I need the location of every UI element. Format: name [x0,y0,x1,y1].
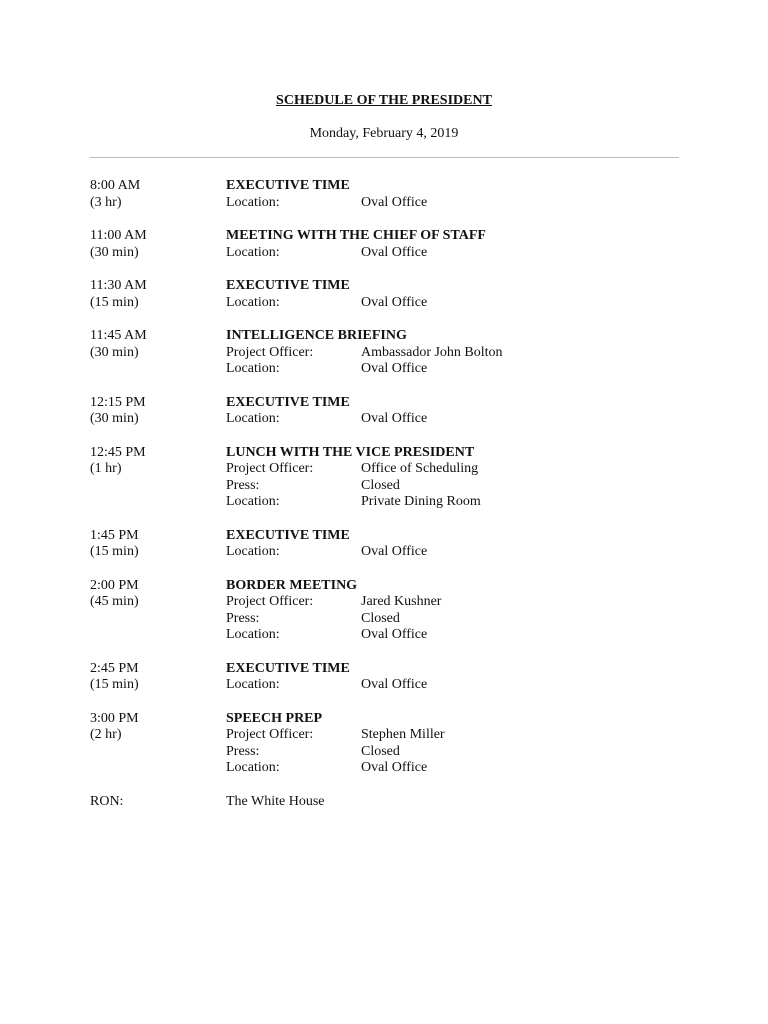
ron-label: RON: [90,793,124,809]
detail-value: Oval Office [361,361,428,376]
entry-detail-block [226,711,690,777]
entry-detail-row [226,195,690,212]
entry-detail-row [226,727,690,744]
entry-title: EXECUTIVE TIME [226,660,350,676]
entry-detail-block [226,445,690,511]
entry-detail-row [226,494,690,511]
entry-title: BORDER MEETING [226,577,358,593]
entry-detail-row [226,461,690,478]
entry-detail-block [226,578,690,644]
detail-label: Press: [226,610,260,626]
detail-label: Location: [226,361,280,376]
detail-label: Project Officer: [226,727,314,742]
entry-detail-row [226,245,690,262]
schedule-entries [90,178,690,777]
schedule-entry [90,278,690,311]
entry-time: 2:45 PM [90,660,139,676]
entry-title: INTELLIGENCE BRIEFING [226,328,407,343]
entry-time: 11:45 AM [90,328,147,343]
detail-label: Press: [226,477,260,493]
detail-value: Oval Office [361,627,428,642]
entry-time-block [90,328,226,378]
entry-detail-row [226,544,690,561]
detail-value: Oval Office [361,194,428,210]
detail-value: Oval Office [361,244,428,260]
entry-detail-block [226,178,690,211]
entry-time-block [90,578,226,644]
detail-value: Ambassador John Bolton [361,344,503,360]
detail-label: Location: [226,194,280,210]
schedule-entry [90,228,690,261]
detail-value: Jared Kushner [361,594,442,609]
entry-time: 11:00 AM [90,228,147,243]
schedule-entry [90,395,690,428]
detail-value: Closed [361,743,400,759]
entry-detail-block [226,278,690,311]
detail-value: Oval Office [361,411,428,426]
schedule-entry [90,328,690,378]
entry-title: LUNCH WITH THE VICE PRESIDENT [226,444,475,460]
entry-time-block [90,445,226,511]
entry-time-block [90,178,226,211]
schedule-entry [90,578,690,644]
detail-value: Closed [361,610,400,626]
entry-time: 8:00 AM [90,178,141,193]
entry-detail-block [226,661,690,694]
detail-label: Project Officer: [226,344,314,360]
detail-value: Oval Office [361,294,428,310]
entry-duration: (15 min) [90,677,139,692]
entry-duration: (45 min) [90,594,139,609]
detail-value: Oval Office [361,677,428,692]
entry-detail-block [226,395,690,428]
schedule-list [90,178,690,810]
detail-label: Location: [226,677,280,692]
entry-time-block [90,711,226,777]
entry-duration: (30 min) [90,244,139,260]
entry-time-block [90,661,226,694]
detail-label: Location: [226,411,280,426]
entry-title: EXECUTIVE TIME [226,278,350,293]
entry-detail-row [226,744,690,761]
entry-time: 12:45 PM [90,444,146,460]
detail-label: Location: [226,244,280,260]
entry-detail-row [226,411,690,428]
entry-detail-block [226,228,690,261]
entry-title: EXECUTIVE TIME [226,527,350,543]
detail-value: Closed [361,477,400,493]
detail-label: Project Officer: [226,461,314,476]
entry-detail-block [226,328,690,378]
entry-time: 11:30 AM [90,278,147,293]
detail-label: Location: [226,294,280,310]
document-title: SCHEDULE OF THE PRESIDENT [276,93,492,108]
entry-time: 2:00 PM [90,577,139,593]
entry-title: EXECUTIVE TIME [226,178,350,193]
entry-duration: (30 min) [90,344,139,360]
entry-detail-row [226,295,690,312]
detail-value: Oval Office [361,544,428,559]
detail-label: Location: [226,760,280,775]
entry-duration: (3 hr) [90,194,122,210]
schedule-entry [90,528,690,561]
entry-title: SPEECH PREP [226,710,323,726]
entry-detail-row [226,478,690,495]
entry-time: 3:00 PM [90,710,139,726]
entry-time-block [90,278,226,311]
entry-title: EXECUTIVE TIME [226,394,350,410]
entry-time: 1:45 PM [90,527,139,543]
entry-detail-block [226,528,690,561]
entry-detail-row [226,594,690,611]
entry-duration: (15 min) [90,544,139,559]
document-date: Monday, February 4, 2019 [309,126,459,141]
entry-detail-row [226,345,690,362]
detail-label: Location: [226,494,280,509]
entry-duration: (2 hr) [90,727,122,742]
header-divider [90,157,679,158]
entry-time: 12:15 PM [90,394,146,410]
entry-detail-row [226,361,690,378]
schedule-entry [90,661,690,694]
entry-detail-row [226,677,690,694]
entry-duration: (30 min) [90,411,139,426]
detail-label: Press: [226,743,260,759]
schedule-entry [90,711,690,777]
entry-duration: (1 hr) [90,461,122,476]
entry-duration: (15 min) [90,294,139,310]
schedule-entry [90,445,690,511]
entry-detail-row [226,760,690,777]
detail-label: Location: [226,544,280,559]
entry-time-block [90,395,226,428]
detail-label: Project Officer: [226,594,314,609]
detail-value: Office of Scheduling [361,461,479,476]
detail-value: Oval Office [361,760,428,775]
detail-value: Private Dining Room [361,494,481,509]
detail-label: Location: [226,627,280,642]
schedule-entry [90,178,690,211]
entry-time-block [90,528,226,561]
entry-time-block [90,228,226,261]
detail-value: Stephen Miller [361,727,445,742]
entry-detail-row [226,611,690,628]
entry-title: MEETING WITH THE CHIEF OF STAFF [226,228,486,243]
ron-row [90,794,690,811]
ron-value: The White House [226,793,325,809]
entry-detail-row [226,627,690,644]
